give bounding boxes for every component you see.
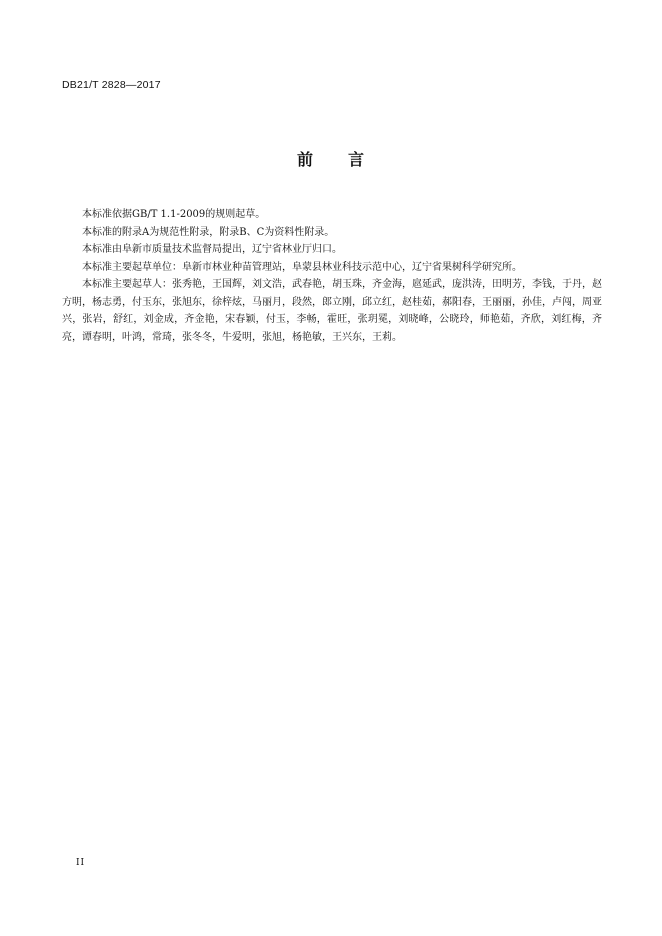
foreword-body (62, 206, 602, 346)
page-title (0, 147, 662, 170)
paragraph-drafting-units: 本标准主要起草单位：阜新市林业种苗管理站，阜蒙县林业科技示范中心，辽宁省果树科学研究所。 (82, 261, 522, 273)
standard-code: DB21/T 2828—2017 (62, 79, 161, 91)
title-char-2: 言 (348, 150, 366, 169)
title-char-1: 前 (296, 150, 314, 169)
paragraph-drafters: 本标准主要起草人：张秀艳，王国辉，刘文浩，武春艳，胡玉珠，齐金海，扈延武，庞洪涛，田明芳，李钱，于丹，赵方明，杨志勇，付玉东，张旭东，徐梓炫，马丽月，段然，郎立刚，邱立红，赵桂茹，郝阳春，王丽丽，孙佳，卢闯，周亚兴，张岩，舒红，刘金成，齐金艳，宋春颖，付玉，李畅，霍旺，张玥冕，刘晓峰，公晓玲，师艳茹，齐欣，刘红梅，齐亮，谭春明，叶鸿，常琦，张冬冬，牛爱明，张旭，杨艳敏，王兴东，王莉。 (62, 279, 602, 343)
paragraph-proposer: 本标准由阜新市质量技术监督局提出，辽宁省林业厅归口。 (82, 244, 342, 255)
paragraph-appendix: 本标准的附录A为规范性附录，附录B、C为资料性附录。 (82, 226, 335, 238)
page-number: II (76, 858, 86, 868)
paragraph-basis: 本标准依据GB/T 1.1-2009的规则起草。 (82, 209, 266, 220)
